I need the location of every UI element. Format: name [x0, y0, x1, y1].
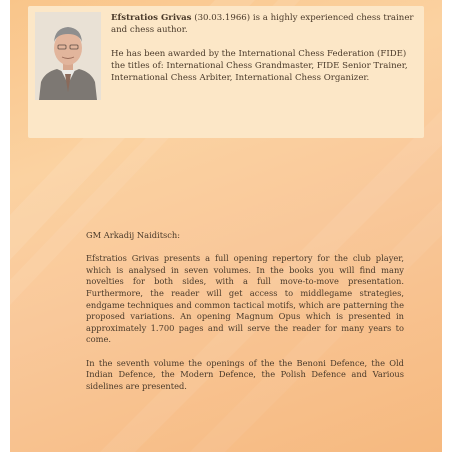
review-paragraph-1: Efstratios Grivas presents a full opening repertory for the club player, which is analysed in seven volumes. In the books you will find many novelties for both sides, with a full move-to-move presentation. Furthermore, the reader will get access to middlegame strategies, endgame techniques and common tactical motifs, which are patterning the proposed variations. An opening Magnum Opus which is presented in approximately 1.700 pages and will serve the reader for many years to come. [86, 253, 404, 345]
bio-titles-paragraph: He has been awarded by the International Chess Federation (FIDE) the titles of: International Chess Grandmaster, FIDE Senior Trainer, International Chess Arbiter, International Chess Organizer. [111, 49, 408, 83]
author-portrait-image [35, 12, 101, 100]
author-bio-box [28, 6, 424, 138]
review-paragraph-2: In the seventh volume the openings of the the Benoni Defence, the Old Indian Defence, the Modern Defence, the Polish Defence and Various sidelines are presented. [86, 357, 404, 391]
back-cover [10, 0, 442, 452]
bio-intro-paragraph [111, 12, 414, 36]
review-text [86, 230, 404, 392]
review-author: GM Arkadij Naiditsch: [86, 230, 181, 240]
author-name: Efstratios Grivas [111, 13, 192, 23]
author-bio-text [111, 12, 414, 84]
author-photo [35, 12, 101, 100]
bio-intro-rest: (30.03.1966) is a highly experienced chess trainer and chess author. [111, 13, 414, 35]
